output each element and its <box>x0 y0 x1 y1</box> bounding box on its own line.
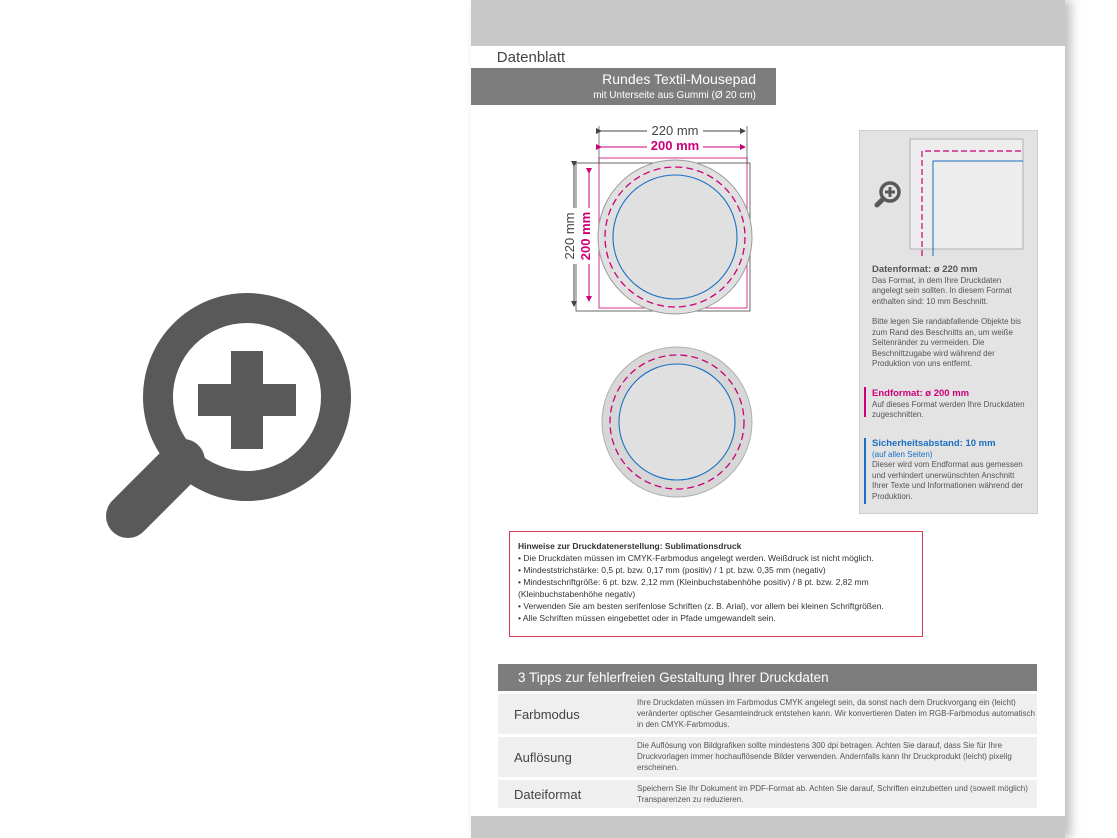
page-top-band <box>471 0 1065 46</box>
tip-text: Ihre Druckdaten müssen im Farbmodus CMYK angelegt sein, da sonst nach dem Druckvorgang ein (leicht) veränderter optischer Gesamteindruck entstehen kann. Wir konvertieren Daten im RGB-Farbmodus automatisch in den CMYK-Farbmodus. <box>637 698 1035 729</box>
tip-row-aufloesung <box>498 737 1037 777</box>
datasheet-tab: Datenblatt <box>471 46 591 68</box>
sicherheit-sub: (auf allen Seiten) <box>872 449 933 459</box>
page-bottom-band <box>471 816 1065 838</box>
sicherheit-marker <box>864 438 866 504</box>
tip-label: Farbmodus <box>514 707 580 722</box>
product-title: Rundes Textil-Mousepad <box>602 71 756 87</box>
tip-label: Dateiformat <box>514 787 582 802</box>
format-info-panel <box>859 130 1038 514</box>
notice-title: Hinweise zur Druckdatenerstellung: Sublimationsdruck <box>518 541 742 551</box>
datenformat-title: Datenformat: ø 220 mm <box>872 264 978 275</box>
notice-line: • Mindeststrichstärke: 0,5 pt. bzw. 0,17 mm (positiv) / 1 pt. bzw. 0,35 mm (negativ) <box>518 565 826 575</box>
sicherheit-text: Dieser wird vom Endformat aus gemessen und verhindert unerwünschten Anschnitt Ihrer Texte und Informationen während der Produktion. <box>872 460 1024 501</box>
notice-line: • Verwenden Sie am besten serifenlose Schriften (z. B. Arial), vor allem bei kleinen Schriftgrößen. <box>518 601 884 611</box>
datenformat-text2: Bitte legen Sie randabfallende Objekte bis zum Rand des Beschnitts an, um weiße Seitenränder zu vermeiden. Die Beschnittzugabe wird während der Produktion von uns entfernt. <box>872 317 1021 368</box>
tip-label: Auflösung <box>514 750 572 765</box>
outer-height-label: 220 mm <box>562 212 577 260</box>
tip-text: Speichern Sie Ihr Dokument im PDF-Format ab. Achten Sie darauf, Schriften einzubetten und (soweit möglich) Transparenzen zu reduzieren. <box>637 784 1028 804</box>
notice-line: • Die Druckdaten müssen im CMYK-Farbmodus angelegt werden. Weißdruck ist nicht möglich. <box>518 553 874 563</box>
endformat-title: Endformat: ø 200 mm <box>872 388 970 399</box>
datenformat-text: Das Format, in dem Ihre Druckdaten angelegt sein sollten. In diesem Format enthalten sind: 10 mm Beschnitt. <box>872 275 1012 306</box>
inner-width-label: 200 mm <box>650 138 700 153</box>
tips-header: 3 Tipps zur fehlerfreien Gestaltung Ihrer Druckdaten <box>498 664 1037 691</box>
endformat-marker <box>864 387 866 417</box>
product-subtitle: mit Unterseite aus Gummi (Ø 20 cm) <box>593 90 756 101</box>
tip-row-dateiformat <box>498 780 1037 808</box>
notice-line: (Kleinbuchstabenhöhe negativ) <box>518 589 636 599</box>
inner-height-label: 200 mm <box>578 211 593 261</box>
dimension-diagram <box>555 118 765 323</box>
print-notice-box <box>509 531 923 637</box>
tip-row-farbmodus <box>498 694 1037 734</box>
tip-text: Die Auflösung von Bildgrafiken sollte mindestens 300 dpi betragen. Achten Sie darauf, dass Sie für Ihre Druckvorlagen immer hochauflösende Bilder verwenden. Andernfalls kann Ihr Druckprodukt (leicht) pixelig erscheinen. <box>637 741 1012 772</box>
outer-width-label: 220 mm <box>651 123 699 138</box>
product-title-bar <box>471 68 776 105</box>
notice-line: • Alle Schriften müssen eingebettet oder in Pfade umgewandelt sein. <box>518 613 776 623</box>
zoom-in-icon[interactable] <box>100 285 360 545</box>
corner-zoom-preview <box>860 131 1037 256</box>
disc-preview <box>598 343 756 501</box>
endformat-text: Auf dieses Format werden Ihre Druckdaten zugeschnitten. <box>872 399 1025 419</box>
sicherheit-title: Sicherheitsabstand: 10 mm <box>872 438 996 449</box>
notice-line: • Mindestschriftgröße: 6 pt. bzw. 2,12 mm (Kleinbuchstabenhöhe positiv) / 8 pt. bzw. 2,82 mm <box>518 577 869 587</box>
